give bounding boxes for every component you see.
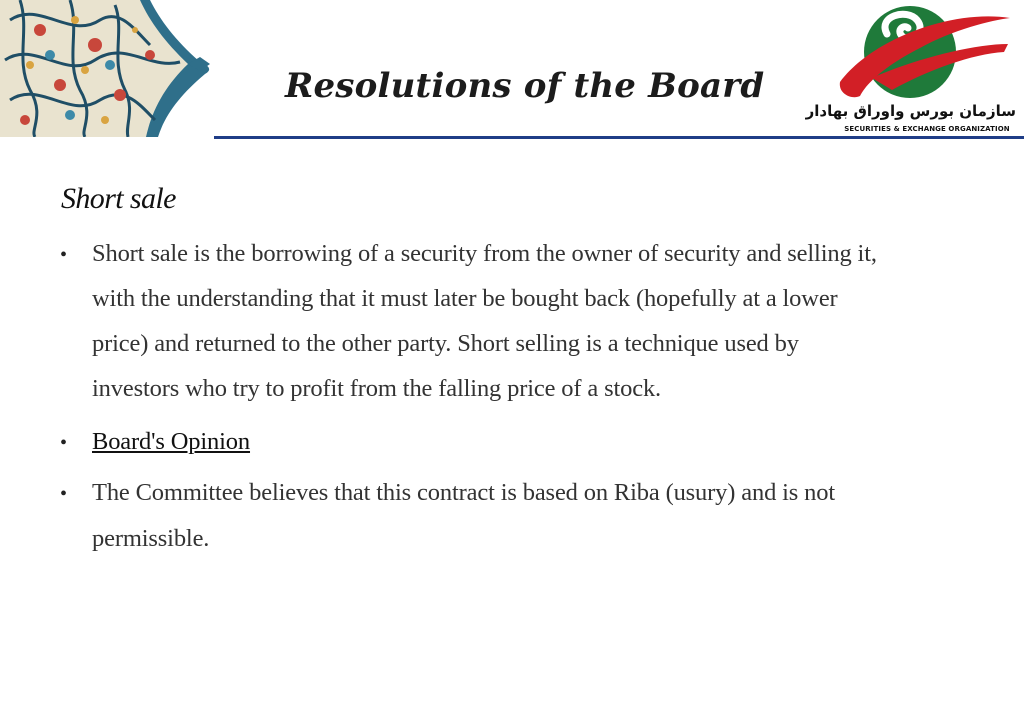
logo-persian-name: سازمان بورس واوراق بهادار	[805, 102, 1016, 120]
bullet-1-line-1: Short sale is the borrowing of a security from the owner of security and selling it,	[92, 240, 877, 267]
persian-ornament-image	[0, 0, 214, 137]
header-divider	[214, 136, 1024, 139]
logo-english-name: SECURITIES & EXCHANGE ORGANIZATION	[844, 125, 1010, 133]
section-heading: Short sale	[61, 182, 176, 215]
bullet-1-line-4: investors who try to profit from the falling price of a stock.	[92, 375, 662, 402]
board-opinion-heading: Board's Opinion	[92, 428, 251, 455]
slide-header	[0, 0, 1024, 140]
slide-title: Resolutions of the Board	[285, 66, 765, 106]
bullet-1-line-3: price) and returned to the other party. Short selling is a technique used by	[92, 330, 799, 357]
bullet-3-line-1: The Committee believes that this contract is based on Riba (usury) and is not	[92, 479, 836, 506]
bullet-marker: •	[60, 432, 68, 454]
bullet-marker: •	[60, 244, 68, 266]
bullet-3-line-2: permissible.	[92, 525, 210, 552]
bullet-1-line-2: with the understanding that it must later be bought back (hopefully at a lower	[92, 285, 838, 312]
bullet-marker: •	[60, 483, 68, 505]
